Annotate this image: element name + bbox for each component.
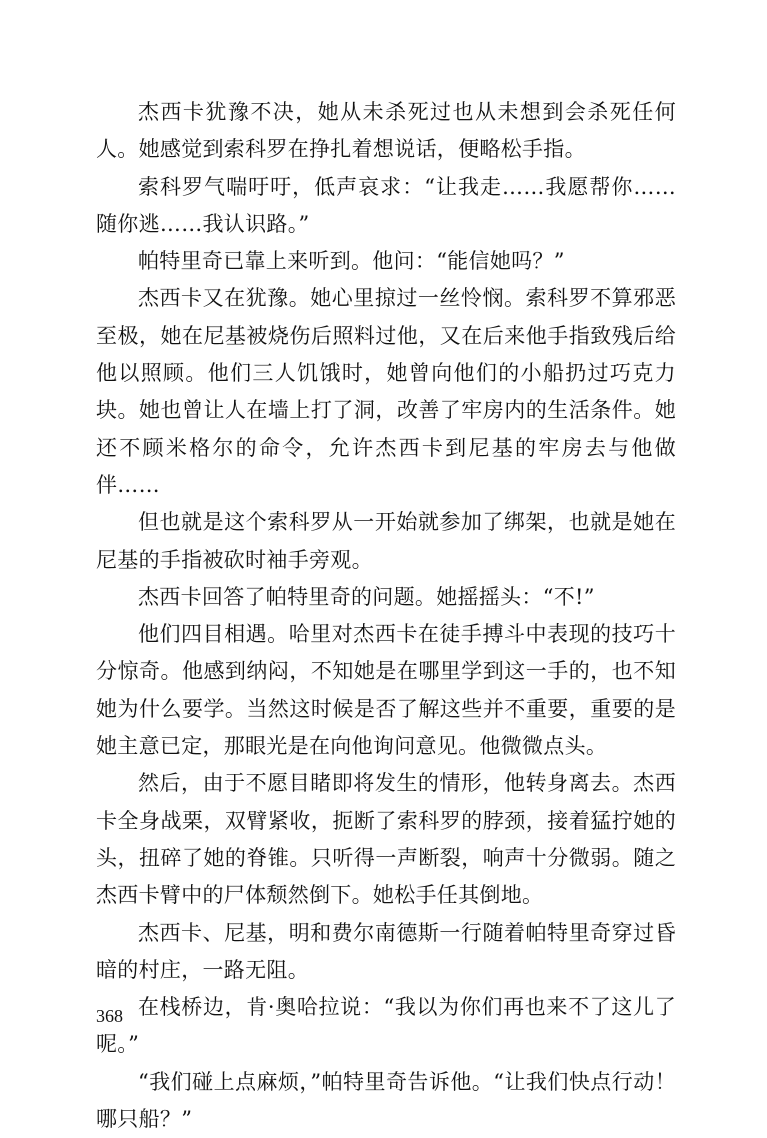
paragraph: 帕特里奇已靠上来听到。他问：“能信她吗？”	[138, 249, 565, 274]
paragraph: “我们碰上点麻烦，”帕特里奇告诉他。“让我们快点行动！哪只船？”	[96, 1069, 676, 1132]
paragraph: 杰西卡又在犹豫。她心里掠过一丝怜悯。索科罗不算邪恶至极，她在尼基被烧伤后照料过他，又在后来他手指致残后给他以照顾。他们三人饥饿时，她曾向他们的小船扔过巧克力块。她也曾让人在墙上打了洞，改善了牢房内的生活条件。她还不顾米格尔的命令，允许杰西卡到尼基的牢房去与他做伴……	[96, 286, 676, 497]
paragraph: 然后，由于不愿目睹即将发生的情形，他转身离去。杰西卡全身战栗，双臂紧收，扼断了索科罗的脖颈，接着猛拧她的头，扭碎了她的脊锥。只听得一声断裂，响声十分微弱。随之杰西卡臂中的尸体颓然倒下。她松手任其倒地。	[96, 771, 676, 908]
paragraph: 他们四目相遇。哈里对杰西卡在徒手搏斗中表现的技巧十分惊奇。他感到纳闷，不知她是在哪里学到这一手的，也不知她为什么要学。当然这时候是否了解这些并不重要，重要的是她主意已定，那眼光是在向他询问意见。他微微点头。	[96, 622, 676, 759]
page-body	[96, 94, 676, 1138]
paragraph: 杰西卡、尼基，明和费尔南德斯一行随着帕特里奇穿过昏暗的村庄，一路无阻。	[96, 920, 676, 982]
paragraph: 在栈桥边，肯·奥哈拉说：“我以为你们再也来不了这儿了呢。”	[96, 995, 676, 1057]
paragraph: 但也就是这个索科罗从一开始就参加了绑架，也就是她在尼基的手指被砍时袖手旁观。	[96, 510, 676, 572]
page-number: 368	[96, 1006, 123, 1026]
paragraph: 杰西卡回答了帕特里奇的问题。她摇摇头：“不!”	[138, 584, 595, 609]
paragraph: 索科罗气喘吁吁，低声哀求：“让我走……我愿帮你……随你逃……我认识路。”	[96, 174, 676, 236]
paragraph: 杰西卡犹豫不决，她从未杀死过也从未想到会杀死任何人。她感觉到索科罗在挣扎着想说话，便略松手指。	[96, 100, 676, 162]
